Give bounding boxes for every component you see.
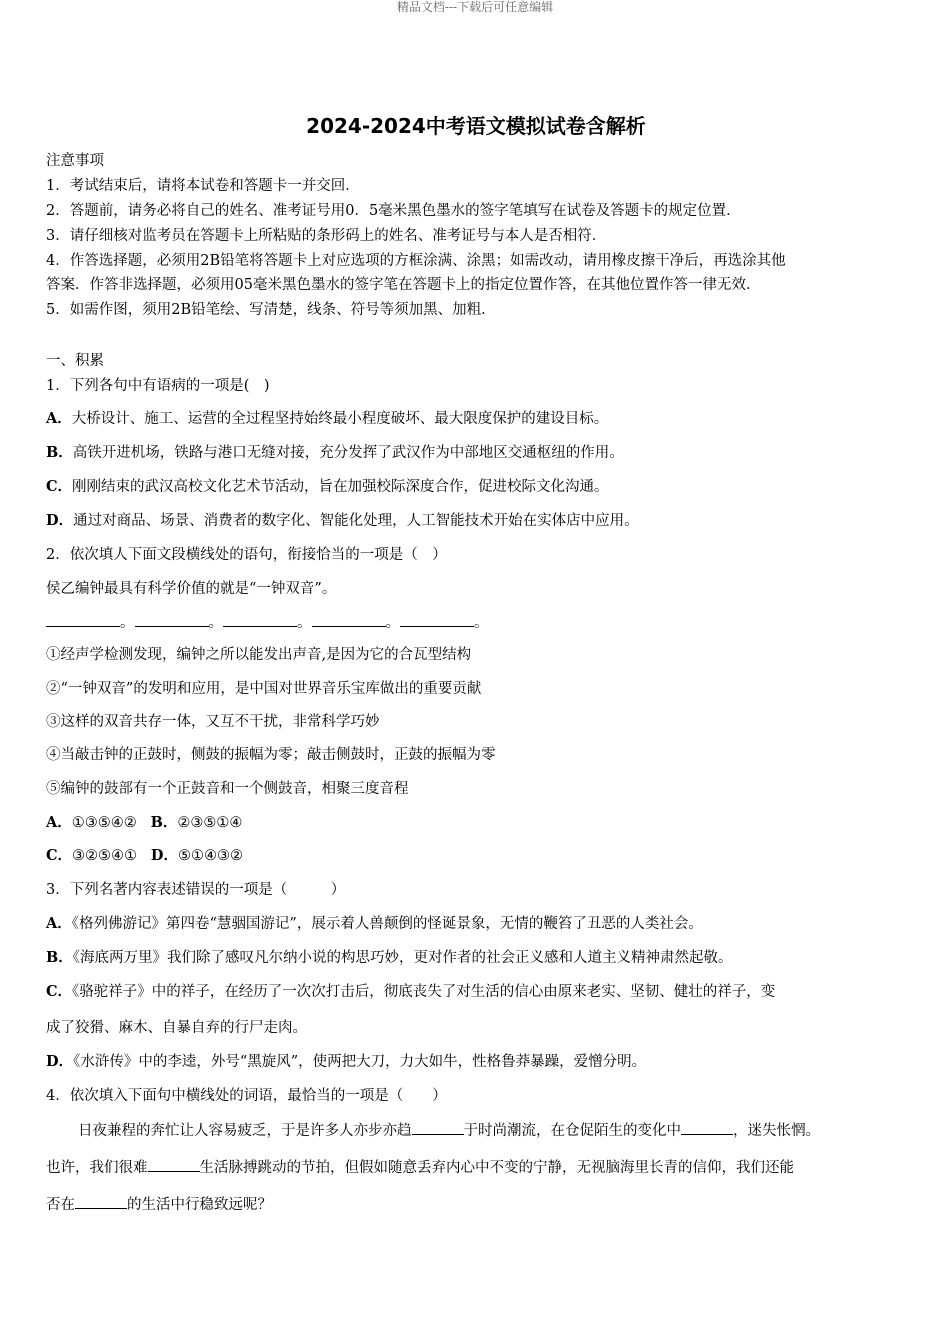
notice-heading: 注意事项	[46, 153, 104, 169]
blank-separator: 。	[385, 615, 400, 631]
question-2-stem: 2．依次填人下面文段横线处的语句，衔接恰当的一项是（ ）	[46, 547, 447, 563]
notice-item: 1．考试结束后，请将本试卷和答题卡一并交回．	[46, 178, 360, 194]
q2-options-row-1	[46, 813, 242, 833]
option-text: ③②⑤④①	[72, 848, 138, 864]
question-3-stem: 3．下列名著内容表述错误的一项是（ ）	[46, 882, 346, 898]
q2-options-row-2	[46, 846, 243, 866]
answer-blank	[223, 612, 297, 627]
q4-passage-line	[46, 1194, 272, 1215]
option-text: 通过对商品、场景、消费者的数字化、智能化处理，人工智能技术开始在实体店中应用。	[73, 513, 639, 529]
notice-item: 5．如需作图，须用2B铅笔绘、写清楚，线条、符号等须加黑、加粗．	[46, 302, 496, 318]
notice-item: 3．请仔细核对监考员在答题卡上所粘贴的条形码上的姓名、准考证号与本人是否相符．	[46, 228, 607, 244]
q1-option-a	[46, 409, 608, 429]
option-text: 《海底两万里》我们除了感叹凡尔纳小说的构思巧妙，更对作者的社会正义感和人道主义精神肃然起敬。	[72, 950, 733, 966]
q3-option-c-cont	[46, 1018, 307, 1038]
notice-item: 2．答题前，请务必将自己的姓名、准考证号用0．5毫米黑色墨水的签字笔填写在试卷及答题卡的规定位置．	[46, 203, 741, 219]
option-letter: B．	[46, 444, 73, 461]
blank-separator: 。	[297, 615, 312, 631]
option-letter: C．	[46, 478, 73, 495]
q4-passage-line	[46, 1157, 794, 1178]
blank-separator: 。	[208, 615, 223, 631]
passage-text: 于时尚潮流，在仓促陌生的变化中	[463, 1123, 681, 1139]
q2-item: ④当敲击钟的正鼓时，侧鼓的振幅为零；敲击侧鼓时，正鼓的振幅为零	[46, 747, 496, 763]
answer-blank	[312, 612, 386, 627]
q2-item: ①经声学检测发现，编钟之所以能发出声音,是因为它的合瓦型结构	[46, 647, 472, 663]
option-letter: D．	[150, 847, 178, 864]
question-4-stem: 4．依次填入下面句中横线处的词语，最恰当的一项是（ ）	[46, 1088, 447, 1104]
option-text: ①③⑤④②	[71, 815, 137, 831]
passage-text: 也许，我们很难	[46, 1160, 148, 1176]
answer-blank	[400, 612, 474, 627]
option-letter: A．	[46, 814, 72, 831]
option-text: 大桥设计、施工、运营的全过程坚持始终最小程度破坏、最大限度保护的建设目标。	[71, 411, 609, 427]
option-text: ⑤①④③②	[177, 848, 243, 864]
passage-text: 的生活中行稳致远呢？	[127, 1197, 272, 1213]
option-text: 刚刚结束的武汉高校文化艺术节活动，旨在加强校际深度合作，促进校际文化沟通。	[72, 479, 609, 495]
option-text: 《骆驼祥子》中的祥子，在经历了一次次打击后，彻底丧失了对生活的信心由原来老实、坚韧、健壮的祥子，变	[72, 984, 776, 1000]
option-letter: A．	[46, 410, 72, 427]
option-text: ②③⑤①④	[177, 815, 243, 831]
option-letter: B．	[46, 949, 73, 966]
option-text: 高铁开进机场，铁路与港口无缝对接，充分发挥了武汉作为中部地区交通枢纽的作用。	[72, 445, 624, 461]
passage-text: 生活脉搏跳动的节拍，但假如随意丢弃内心中不变的宁静，无视脑海里长青的信仰，我们还能	[199, 1160, 794, 1176]
option-letter: B．	[150, 814, 178, 831]
notice-item: 答案．作答非选择题，必须用05毫米黑色墨水的签字笔在答题卡上的指定位置作答，在其他位置作答一律无效．	[46, 277, 761, 293]
q1-option-b	[46, 443, 624, 463]
q1-option-c	[46, 477, 609, 497]
q1-option-d	[46, 511, 639, 531]
option-letter: C．	[46, 847, 73, 864]
blank-separator: 。	[120, 615, 135, 631]
q3-option-c	[46, 982, 775, 1002]
q2-item: ②“一钟双音”的发明和应用，是中国对世界音乐宝库做出的重要贡献	[46, 681, 482, 697]
passage-text: ，迷失怅惘。	[733, 1123, 820, 1139]
option-text: 《水浒传》中的李逵，外号“黑旋风”，使两把大刀，力大如牛，性格鲁莽暴躁，爱憎分明。	[73, 1054, 647, 1070]
option-text: 成了狡猾、麻木、自暴自弃的行尸走肉。	[46, 1020, 307, 1036]
q3-option-a	[46, 914, 703, 934]
q2-lead: 侯乙编钟最具有科学价值的就是“一钟双音”。	[46, 581, 337, 597]
option-letter: C．	[46, 983, 73, 1000]
answer-blank	[135, 612, 209, 627]
q3-option-b	[46, 948, 733, 968]
option-letter: D．	[46, 1053, 74, 1070]
option-letter: A．	[46, 915, 72, 932]
page-title: 2024-2024中考语文模拟试卷含解析	[306, 114, 646, 138]
header-note: 精品文档---下载后可任意编辑	[396, 0, 554, 14]
option-text: 《格列佛游记》第四卷“慧骃国游记”，展示着人兽颠倒的怪诞景象，无情的鞭笞了丑恶的人类社会。	[71, 916, 703, 932]
passage-text: 否在	[46, 1197, 75, 1213]
answer-blank	[412, 1120, 464, 1135]
q2-item: ③这样的双音共存一体，又互不干扰，非常科学巧妙	[46, 714, 380, 730]
answer-blank	[681, 1120, 733, 1135]
q2-item: ⑤编钟的鼓部有一个正鼓音和一个侧鼓音，相聚三度音程	[46, 781, 409, 797]
passage-text: 日夜兼程的奔忙让人容易疲乏，于是许多人亦步亦趋	[78, 1123, 412, 1139]
blank-separator: 。	[474, 615, 489, 631]
q4-passage-line	[46, 1120, 820, 1141]
q2-blanks	[46, 612, 489, 633]
notice-item: 4．作答选择题，必须用2B铅笔将答题卡上对应选项的方框涂满、涂黑；如需改动，请用橡皮擦干净后，再选涂其他	[46, 253, 786, 269]
section-heading: 一、积累	[46, 353, 104, 369]
answer-blank	[46, 612, 120, 627]
question-1-stem: 1．下列各句中有语病的一项是( )	[46, 378, 270, 394]
answer-blank	[148, 1157, 200, 1172]
answer-blank	[75, 1194, 127, 1209]
q3-option-d	[46, 1052, 646, 1072]
option-letter: D．	[46, 512, 74, 529]
